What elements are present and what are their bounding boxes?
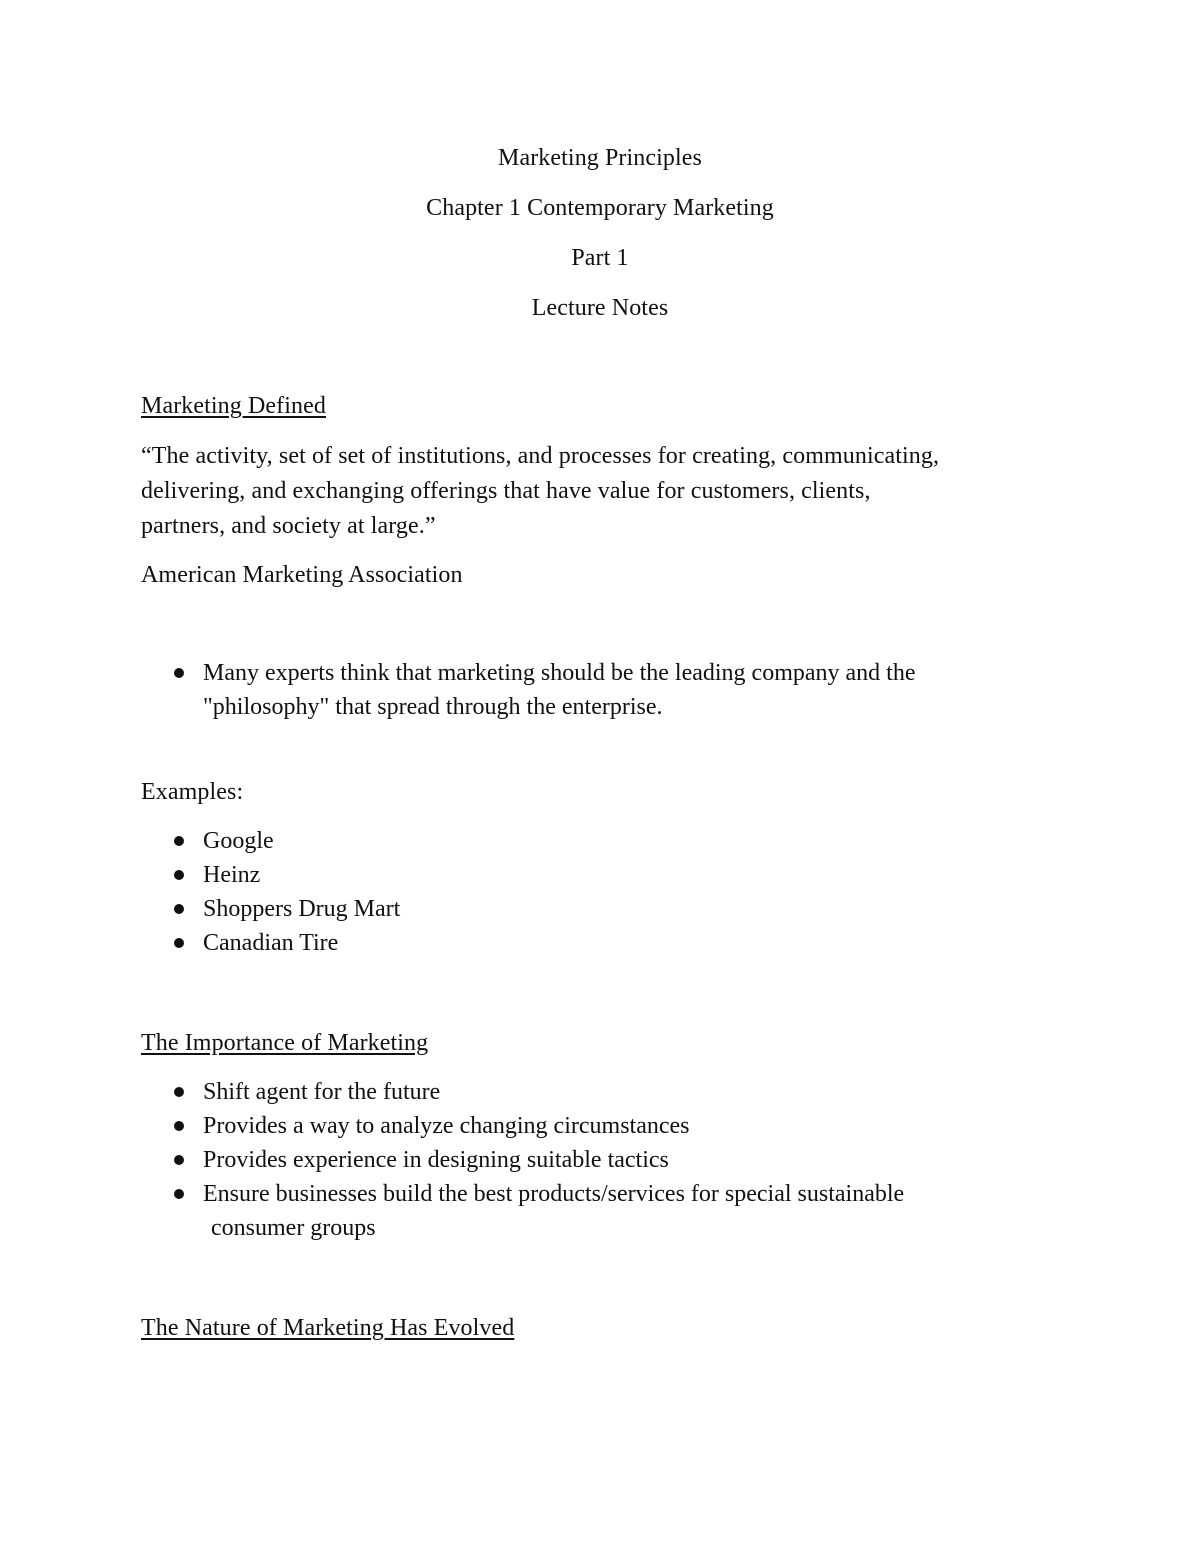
- list-item-text: Shift agent for the future: [203, 1079, 441, 1105]
- list-item-text: Provides a way to analyze changing circumstances: [203, 1113, 690, 1139]
- bullet-icon: [174, 1121, 184, 1131]
- list-item-text: Canadian Tire: [203, 930, 339, 956]
- bullet-icon: [174, 668, 184, 678]
- list-item-text-continued: "philosophy" that spread through the enterprise.: [203, 694, 663, 720]
- definition-quote-line-2: delivering, and exchanging offerings that have value for customers, clients,: [141, 478, 871, 504]
- list-item-text: Provides experience in designing suitable tactics: [203, 1147, 669, 1173]
- bullet-icon: [174, 1189, 184, 1199]
- list-item: [141, 892, 1071, 926]
- doc-type-label: Lecture Notes: [531, 295, 669, 321]
- list-item: [141, 656, 1071, 726]
- bullet-icon: [174, 904, 184, 914]
- bullet-icon: [174, 938, 184, 948]
- examples-label: Examples:: [141, 779, 244, 805]
- bullet-icon: [174, 1087, 184, 1097]
- list-item-text-continued: consumer groups: [211, 1215, 376, 1241]
- definition-quote-line-1: “The activity, set of set of institutions, and processes for creating, communicating,: [141, 443, 940, 469]
- definition-quote-line-3: partners, and society at large.”: [141, 513, 436, 539]
- list-item-text: Google: [203, 828, 274, 854]
- list-item: [141, 1075, 1071, 1109]
- section-heading-marketing-defined: Marketing Defined: [141, 393, 326, 419]
- section-heading-nature: The Nature of Marketing Has Evolved: [141, 1315, 515, 1341]
- definition-attribution: American Marketing Association: [141, 562, 463, 588]
- list-item: [141, 1143, 1071, 1177]
- list-item: [141, 824, 1071, 858]
- list-item: [141, 926, 1071, 960]
- list-item: [141, 1177, 1071, 1247]
- list-item: [141, 858, 1071, 892]
- list-item: [141, 1109, 1071, 1143]
- section-heading-importance: The Importance of Marketing: [141, 1030, 429, 1056]
- course-title: Marketing Principles: [498, 145, 702, 171]
- list-item-text: Shoppers Drug Mart: [203, 896, 401, 922]
- bullet-icon: [174, 870, 184, 880]
- list-item-text: Many experts think that marketing should be the leading company and the: [203, 660, 916, 686]
- part-label: Part 1: [571, 245, 629, 271]
- list-item-text: Ensure businesses build the best products/services for special sustainable: [203, 1181, 905, 1207]
- list-item-text: Heinz: [203, 862, 261, 888]
- bullet-icon: [174, 836, 184, 846]
- chapter-title: Chapter 1 Contemporary Marketing: [426, 195, 774, 221]
- bullet-icon: [174, 1155, 184, 1165]
